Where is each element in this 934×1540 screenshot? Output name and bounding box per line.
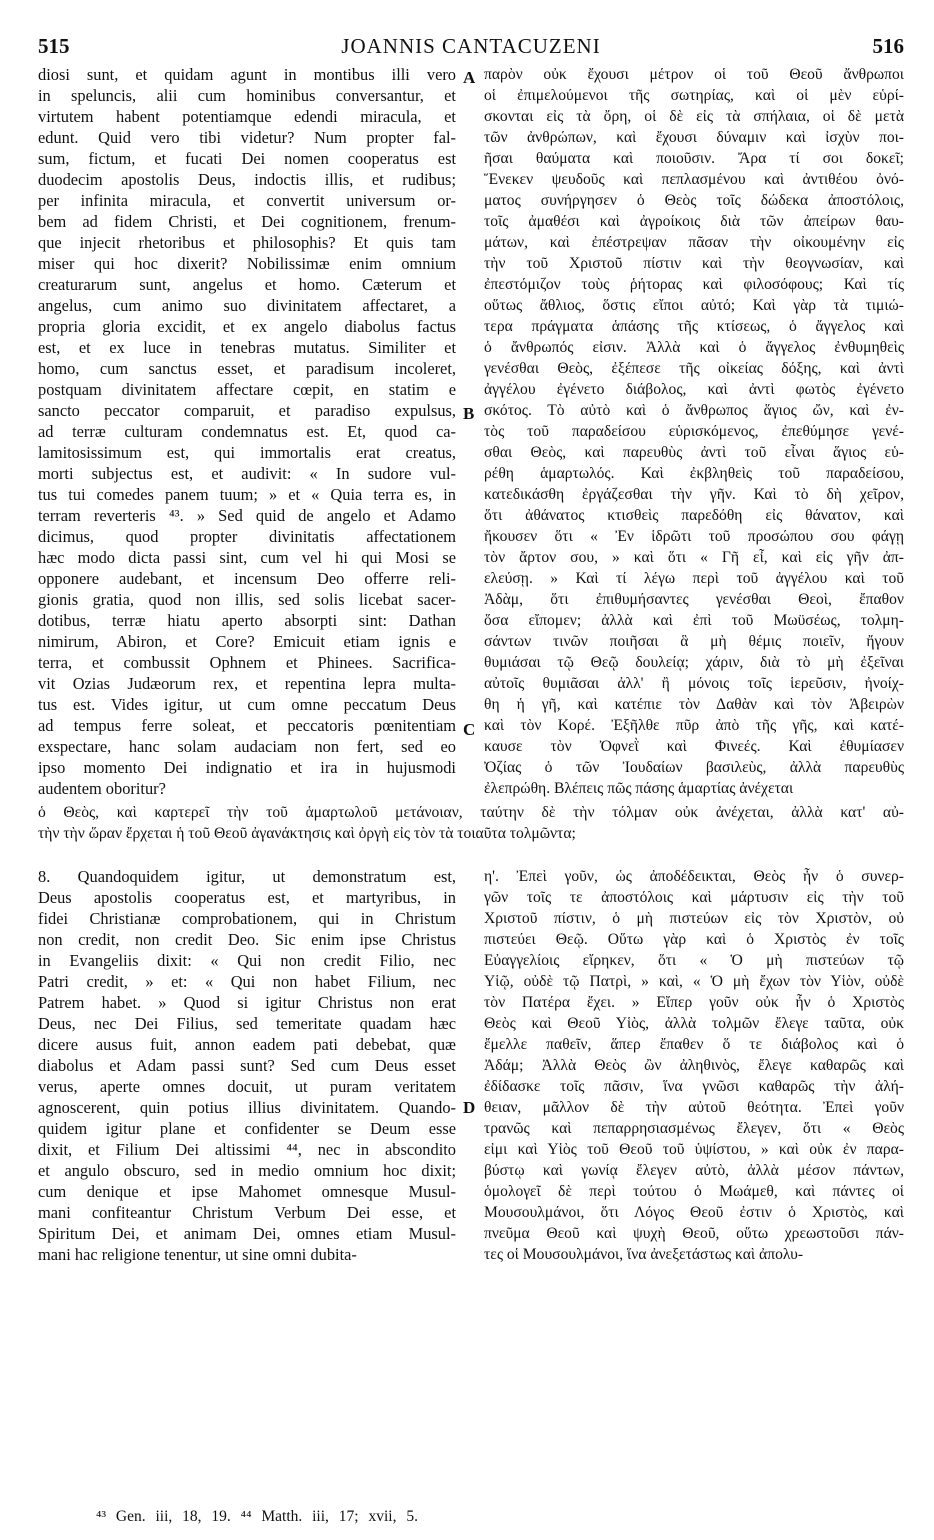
text-line: Ἕνεκεν ψευδοῦς καὶ πεπλασμένου καὶ ἀντιθέου ὀνό-: [484, 171, 904, 188]
text-line: ἤκουσεν ὅτι « Ἐν ἱδρῶτι τοῦ προσώπου σου φάγῃ: [484, 528, 904, 545]
text-line: σθαι Θεὸς, καὶ παρευθὺς ἀντὶ τοῦ εἶναι ἅγιος εὑ-: [484, 444, 904, 461]
text-line: γῶν τοῖς τε ἀποστόλοις καὶ μάρτυσιν εἰς τὴν τοῦ: [484, 889, 904, 906]
text-line: Deus, nec Dei Filius, sed temeritate quadam hæc: [38, 1014, 456, 1033]
text-line: σάντων τινῶν ποιῆσαι ἃ μὴ θέμις ποιεῖν, ἤγουν: [484, 633, 904, 650]
text-line: lamitosissimum est, qui immortalis erat creatus,: [38, 443, 456, 462]
text-line: ad terræ culturam condemnatus est. Et, quod ca-: [38, 422, 456, 441]
greek-full-width-continuation: [38, 802, 904, 844]
text-line: πνεῦμα Θεοῦ καὶ ψυχὴ Θεοῦ, οὕτω χρεωστοῦσι πάν-: [484, 1225, 904, 1242]
text-line: Patri credit, » et: « Qui non habet Filium, nec: [38, 972, 456, 991]
text-line: ὁμολογεῖ δὲ περὶ τούτου ὁ Μωάμεθ, καὶ πάντες οἱ: [484, 1183, 904, 1200]
text-line: sum, fictum, et fucati Dei nomen cooperatus est: [38, 149, 456, 168]
text-line: diosi sunt, et quidam agunt in montibus illi vero: [38, 65, 456, 84]
text-line: οὕτως ἄθλιος, ὅστις εἴποι αὐτό; Καὶ γὰρ τὰ τιμιώ-: [484, 297, 904, 314]
text-line: ματος συνήργησεν ὁ Θεὸς τοῖς δώδεκα ἀποστόλοις,: [484, 192, 904, 209]
text-line: Spiritum Dei, et animam Dei, omnes etiam Musul-: [38, 1224, 456, 1243]
text-line: Ὀζίας ὁ τῶν Ἰουδαίων βασιλεὺς, ἀλλὰ παρευθὺς: [484, 759, 904, 776]
running-title: JOANNIS CANTACUZENI: [341, 34, 601, 58]
greek-column-top: [484, 64, 904, 799]
text-line: nimirum, Abiron, et Core? Emicuit etiam ignis e: [38, 632, 456, 651]
text-line: virtutem habent potentiamque edendi miracula, et: [38, 107, 456, 126]
text-line: Ἀδάμ; Ἀλλὰ Θεὸς ὢν ἀληθινὸς, ἔλεγε καθαρῶς καὶ: [484, 1057, 904, 1074]
text-line: terram reverteris ⁴³. » Sed quid de angelo et Adamo: [38, 506, 456, 525]
text-line: quidem igitur plane et confidenter se Deum esse: [38, 1119, 456, 1138]
text-line: 8. Quandoquidem igitur, ut demonstratum est,: [38, 867, 456, 886]
text-line: καυσε τὸν Ὀφνεῒ καὶ Φινεές. Καὶ ἐθυμίασεν: [484, 738, 904, 755]
text-line: γενέσθαι Θεὸς, ἐξέπεσε τῆς οἰκείας δόξης, καὶ ἀντὶ: [484, 360, 904, 377]
text-line: τοῖς ἀμαθέσι καὶ ἀγροίκοις διὰ τῶν ἀπείρων θαυ-: [484, 213, 904, 230]
text-line: agnoscerent, quin potius illius divinitatem. Quando-: [38, 1098, 456, 1117]
text-line: τὸς τοῦ παραδείσου εὑρισκόμενος, ἐπεθύμησε γενέ-: [484, 423, 904, 440]
text-line: ad tempus ferre soleat, et peccatoris pœnitentiam: [38, 716, 456, 735]
text-line: ἐδίδασκε τοῖς πᾶσιν, ἵνα γνῶσι καθαρῶς τὴν ἀλή-: [484, 1078, 904, 1095]
text-line: τὸν Πατέρα ἔχει. » Εἴπερ γοῦν οὐκ ἦν ὁ Χριστὸς: [484, 994, 904, 1011]
text-line: diabolus et Adam passi sunt? Sed cum Deus esset: [38, 1056, 456, 1075]
text-line: dicere ausus fuit, annon eadem pati debebat, quæ: [38, 1035, 456, 1054]
text-line: θη ἡ γῆ, καὶ κατέπιε τὸν Δαθὰν καὶ τὸν Ἀβειρὼν: [484, 696, 904, 713]
text-line: per infinita miracula, et convertit universum or-: [38, 191, 456, 210]
text-line: μάτων, καὶ ἐπέστρεψαν πᾶσαν τὴν οἰκουμένην εἰς: [484, 234, 904, 251]
greek-column-bottom: [484, 866, 904, 1265]
text-line: Patrem habet. » Quod si igitur Christus non erat: [38, 993, 456, 1012]
text-line: cum denique et ipse Mahomet omnesque Musul-: [38, 1182, 456, 1201]
text-line: σκότος. Τὸ αὐτὸ καὶ ὁ ἄνθρωπος ἅγιος ὤν, καὶ ἐν-: [484, 402, 904, 419]
text-line: ἀγγέλου ἐγένετο διάβολος, καὶ ἀντὶ φωτὸς ἐγένετο: [484, 381, 904, 398]
text-line: Υἱῷ, οὐδὲ τῷ Πατρὶ, » καὶ, « Ὁ μὴ ἔχων τὸν Υἱὸν, οὐδὲ: [484, 973, 904, 990]
margin-marker-c: C: [463, 720, 476, 739]
text-line: καὶ τὸν Κορέ. Ἐξῆλθε πῦρ ἀπὸ τῆς γῆς, καὶ κατέ-: [484, 717, 904, 734]
margin-marker-a: A: [463, 68, 476, 87]
text-line: παρὸν οὐκ ἔχουσι μέτρον οἱ τοῦ Θεοῦ ἄνθρωποι: [484, 66, 904, 83]
text-line: τὸν ἄρτον σου, » καὶ ὅτι « Γῆ εἶ, καὶ εἰς γῆν ἀπ-: [484, 549, 904, 566]
text-line: οἱ ἐπιμελούμενοι τῆς σωτηρίας, καὶ οἱ μὲν εὑρί-: [484, 87, 904, 104]
text-line: τῶν ἀνθρώπων, καὶ ἔχουσι δύναμιν καὶ ἰσχὺν ποι-: [484, 129, 904, 146]
text-line: ὁ Θεὸς, καὶ καρτερεῖ τὴν τοῦ ἁμαρτωλοῦ μετάνοιαν, ταύτην δὲ τὴν τόλμαν οὐκ ἀνέχεται, ἀλλὰ κατ' αὐ-: [38, 804, 904, 821]
text-line: Deus apostolis cooperatus est, et martyribus, in: [38, 888, 456, 907]
text-line: ὁ ἄνθρωπός εἰσιν. Ἀλλὰ καὶ ὁ ἄγγελος ἐνθυμηθεὶς: [484, 339, 904, 356]
text-line: mani confiteantur Christum Verbum Dei esse, et: [38, 1203, 456, 1222]
text-line: terra, et combussit Ophnem et Phinees. Sacrifica-: [38, 653, 456, 672]
text-line: σκονται εἰς τὰ ὄρη, οἱ δὲ εἰς τὰ σπήλαια, οἱ δὲ μετὰ: [484, 108, 904, 125]
text-line: hæc modo dicta passi sint, cum vel hi qui Mosi se: [38, 548, 456, 567]
text-line: mani hac religione tenentur, ut sine omni dubita-: [38, 1245, 357, 1264]
page-number-left: 515: [38, 34, 70, 58]
text-line: ρέθη ἁμαρτωλός. Καὶ ἐκβληθεὶς τοῦ παραδείσου,: [484, 465, 904, 482]
text-line: ipso momento Dei indignatio et ira in hujusmodi: [38, 758, 456, 777]
text-line: Χριστοῦ πίστιν, ὁ μὴ πιστεύων εἰς τὸν Χριστὸν, οὐ: [484, 910, 904, 927]
text-line: que injecit rhetoribus et philosophis? Et quis tam: [38, 233, 456, 252]
text-line: verus, aperte omnes docuit, ut puram veritatem: [38, 1077, 456, 1096]
text-line: edunt. Quid vero tibi videtur? Num propter fal-: [38, 128, 456, 147]
text-line: εἰμι καὶ Υἱὸς τοῦ Θεοῦ τοῦ ὑψίστου, » καὶ οὐκ ἐν παρα-: [484, 1141, 904, 1158]
text-line: homo, cum sanctus esset, et paradisum incoleret,: [38, 359, 456, 378]
text-line: propria gloria excidit, et ex angelo diabolus factus: [38, 317, 456, 336]
text-line: αὐτοῖς θυμιᾶσαι ἀλλ' ἢ μόνοις τοῖς ἱερεῦσιν, ἠνοίχ-: [484, 675, 904, 692]
page-number-right: 516: [872, 34, 904, 58]
text-line: est, et ex luce in tenebras mutatus. Similiter et: [38, 338, 456, 357]
latin-column-bottom: [38, 866, 456, 1265]
text-line: et angulo obscuro, sed in medio omnium hoc dixit;: [38, 1161, 456, 1180]
text-line: τὴν τὴν ὥραν ἔρχεται ἡ τοῦ Θεοῦ ἀγανάκτησις καὶ ὀργὴ εἰς τὸν τὰ τοιαῦτα τολμῶντα;: [38, 825, 576, 842]
text-line: sancto peccator comparuit, et paradiso expulsus,: [38, 401, 456, 420]
text-line: Μουσουλμάνοι, ὅτι Λόγος Θεοῦ ἐστιν ὁ Χριστὸς, καὶ: [484, 1204, 904, 1221]
text-line: non credit, non credit Deo. Sic enim ipse Christus: [38, 930, 456, 949]
text-line: ῆσαι θαύματα καὶ ποιοῦσιν. Ἄρα τί σοι δοκεῖ;: [484, 150, 904, 167]
text-line: gionis gratia, quod non illis, sed solis licebat sacer-: [38, 590, 456, 609]
text-line: τρανῶς καὶ πεπαρρησιασμένως ἔλεγεν, ὅτι « Θεὸς: [484, 1120, 904, 1137]
text-line: in speluncis, alii cum hominibus conversantur, et: [38, 86, 456, 105]
latin-column-top: [38, 64, 456, 799]
text-line: creaturarum sunt, angelus et homo. Cæterum et: [38, 275, 456, 294]
text-line: audentem oboritur?: [38, 779, 166, 798]
text-line: Ἀδὰμ, ὅτι ἐπιθυμήσαντες γενέσθαι Θεοὶ, ἔπαθον: [484, 591, 904, 608]
margin-marker-b: B: [463, 404, 475, 423]
text-line: dicimus, quod propter divinitatis affectationem: [38, 527, 456, 546]
footnotes: ⁴³ Gen. iii, 18, 19. ⁴⁴ Matth. iii, 17; xvii, 5.: [96, 1508, 418, 1525]
text-line: dotibus, terræ hiatu aperto absorpti sint: Dathan: [38, 611, 456, 630]
text-line: ελεύσῃ. » Καὶ τί λέγω περὶ τοῦ ἀγγέλου καὶ τοῦ: [484, 570, 904, 587]
text-line: bem ad fidem Christi, et Dei cognitionem, frenum-: [38, 212, 456, 231]
text-line: θυμιάσαι τῷ Θεῷ δουλείᾳ; χάριν, διὰ τὸ μὴ ἐξεῖναι: [484, 654, 904, 671]
text-line: vit Ozias Judæorum rex, et repentina lepra multa-: [38, 674, 456, 693]
text-line: ἔμελλε παθεῖν, ἅπερ ἔπαθεν ὅ τε διάβολος καὶ ὁ: [484, 1036, 904, 1053]
text-line: in Evangeliis dixit: « Qui non credit Filio, nec: [38, 951, 456, 970]
text-line: τες οἱ Μουσουλμάνοι, ἵνα ἀνεξετάστως καὶ ἀπολυ-: [484, 1246, 804, 1263]
text-line: postquam divinitatem affectare cœpit, en statim e: [38, 380, 456, 399]
text-line: tus tui comedes panem tuum; » et « Quia terra es, in: [38, 485, 456, 504]
text-line: ὅσα εἴπομεν; ἀλλὰ καὶ ἐπὶ τοῦ Μωϋσέως, τολμη-: [484, 612, 904, 629]
text-line: fidei Christianæ comprobationem, qui in Christum: [38, 909, 456, 928]
text-line: τὴν τοῦ Χριστοῦ πίστιν καὶ τὴν θεογνωσίαν, καὶ: [484, 255, 904, 272]
text-line: dixit, et Filium Dei altissimi ⁴⁴, nec in abscondito: [38, 1140, 456, 1159]
text-line: κατεδικάσθη ἐργάζεσθαι τὴν γῆν. Καὶ τὸ δὴ χεῖρον,: [484, 486, 904, 503]
text-line: tus est. Vides igitur, ut cum omne peccatum Deus: [38, 695, 456, 714]
text-line: miser qui hoc dixerit? Nobilissimæ enim omnium: [38, 254, 456, 273]
text-line: opponere audebant, et incensum Deo offerre reli-: [38, 569, 456, 588]
text-line: angelus, cum animo suo divinitatem affectaret, a: [38, 296, 456, 315]
text-line: ἐπεστόμιζον τοὺς ῥήτορας καὶ φιλοσόφους; Καὶ τίς: [484, 276, 904, 293]
text-line: η'. Ἐπεὶ γοῦν, ὡς ἀποδέδεικται, Θεὸς ἦν ὁ συνερ-: [484, 868, 904, 885]
text-line: Θεὸς καὶ Θεοῦ Υἱὸς, ἀλλὰ τολμῶν ἔλεγε ταῦτα, οὐκ: [484, 1015, 904, 1032]
page-header: [38, 34, 904, 64]
text-line: τερα πράγματα ἁπάσης τῆς κτίσεως, ὁ ἄγγελος καὶ: [484, 318, 904, 335]
text-line: Εὐαγγελίοις εἴρηκεν, ὅτι « Ὁ μὴ πιστεύων τῷ: [484, 952, 904, 969]
margin-marker-d: D: [463, 1098, 476, 1117]
text-line: duodecim apostolis Deus, indoctis illis, et rudibus;: [38, 170, 456, 189]
text-line: morti subjectus est, et audivit: « In sudore vul-: [38, 464, 456, 483]
text-line: πιστεύει Θεῷ. Οὕτω γὰρ καὶ ὁ Χριστὸς ἐν τοῖς: [484, 931, 904, 948]
text-line: ἐλεπρώθη. Βλέπεις πῶς πάσης ἁμαρτίας ἀνέχεται: [484, 780, 794, 797]
text-line: βύστῳ καὶ γωνίᾳ ἔλεγεν αὐτὸ, ἀλλὰ μέσον πάντων,: [484, 1162, 904, 1179]
text-line: θειαν, μᾶλλον δὲ τὴν αὐτοῦ θεότητα. Ἐπεὶ γοῦν: [484, 1099, 904, 1116]
text-line: ὅτι ἀθάνατος κτισθεὶς παρεδόθη εἰς θάνατον, καὶ: [484, 507, 904, 524]
text-line: exspectare, hanc solam audaciam non fert, sed eo: [38, 737, 456, 756]
